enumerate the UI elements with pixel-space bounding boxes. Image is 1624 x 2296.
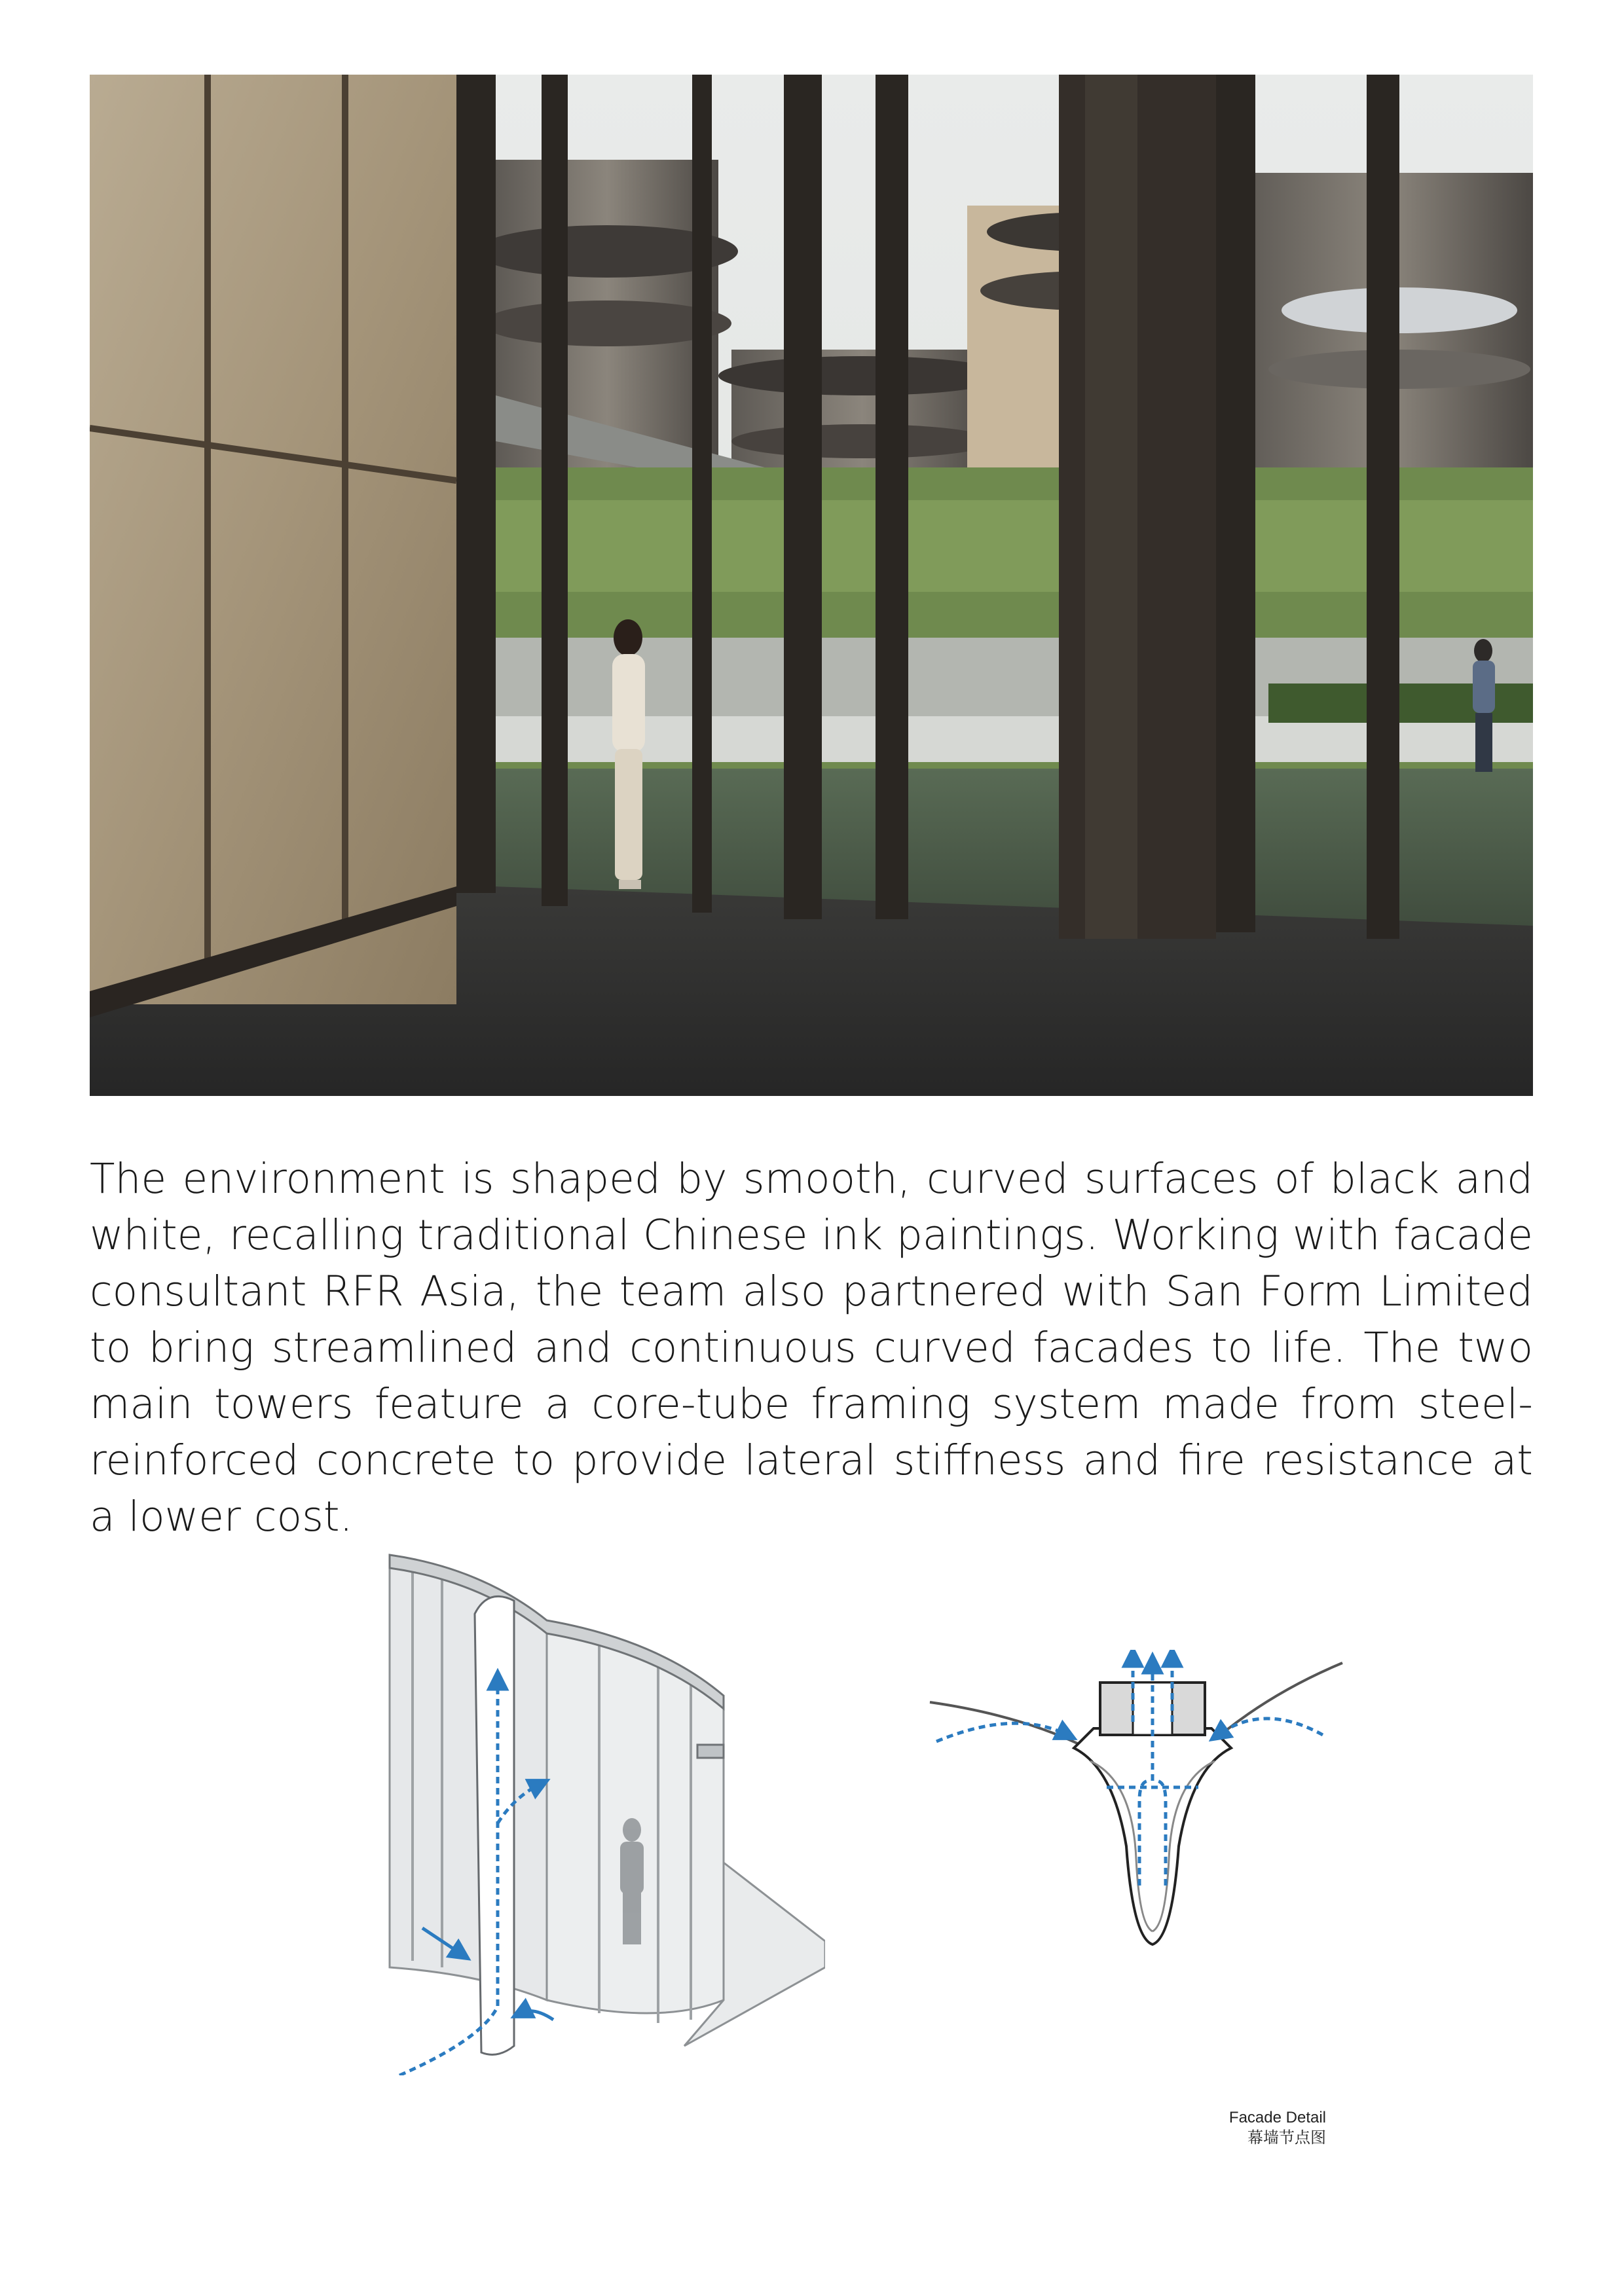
- facade-plan-detail-diagram: [923, 1650, 1349, 1958]
- person-standing: [612, 619, 645, 889]
- figure-caption: [1229, 2107, 1326, 2148]
- caption-chinese: 幕墙节点图: [1247, 2129, 1326, 2147]
- lobby-photograph: [90, 75, 1533, 1096]
- bronze-wall-panels: [90, 75, 456, 1017]
- facade-isometric-diagram: [383, 1548, 825, 2075]
- caption-english: Facade Detail: [1228, 2109, 1326, 2126]
- article-paragraph: The environment is shaped by smooth, curved surfaces of black and white, recalling traditional Chinese ink paintings. Working with facade consultant RFR Asia, the team also partnered with San Form Limited to bring streamlined and continuous curved facades to life. The two main towers feature a core-tube framing system made from steel-reinforced concrete to provide lateral stiffness and fire resistance at a lower cost.: [90, 1155, 1533, 1540]
